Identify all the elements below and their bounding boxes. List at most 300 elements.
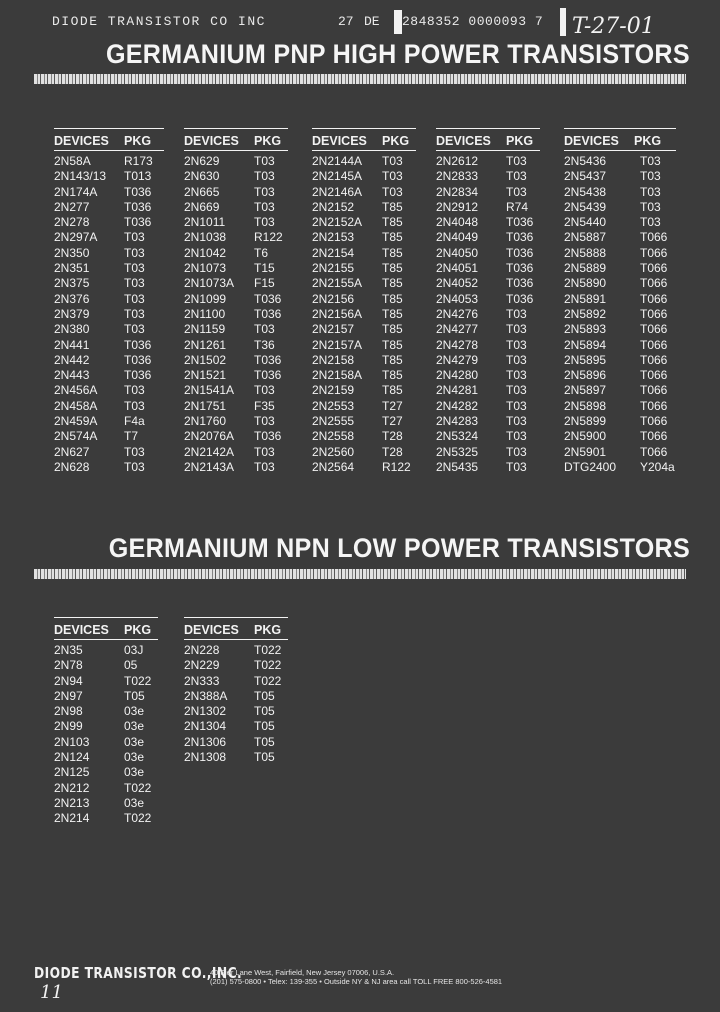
package-cell: T28 — [382, 444, 403, 459]
table-row — [312, 154, 416, 169]
device-cell: 2N5324 — [436, 429, 479, 444]
package-cell: T05 — [254, 719, 275, 734]
device-cell: 2N2159 — [312, 383, 355, 398]
table-row — [54, 368, 164, 383]
package-cell: T05 — [254, 750, 275, 765]
package-cell: T03 — [506, 398, 527, 413]
table-row — [312, 429, 416, 444]
table-row — [436, 429, 540, 444]
package-cell: T03 — [254, 444, 275, 459]
package-cell: T03 — [506, 306, 527, 321]
device-cell: 2N5325 — [436, 444, 479, 459]
column-top-rule — [436, 128, 540, 129]
device-cell: 2N5896 — [564, 368, 607, 383]
package-cell: 03e — [124, 765, 145, 780]
package-cell: Y204a — [640, 459, 675, 474]
header-devices: DEVICES — [54, 623, 109, 637]
table-row — [54, 811, 158, 826]
device-cell: 2N5437 — [564, 169, 607, 184]
column-header — [54, 623, 158, 640]
device-cell: 2N78 — [54, 658, 83, 673]
package-cell: T036 — [254, 368, 282, 383]
device-cell: 2N1099 — [184, 291, 227, 306]
table-row — [54, 215, 164, 230]
package-cell: T03 — [506, 154, 527, 168]
package-cell: T03 — [254, 414, 275, 429]
pnp-table-column-5 — [564, 128, 676, 475]
package-cell: T05 — [254, 734, 275, 749]
table-row — [184, 460, 288, 475]
device-cell: 2N2153 — [312, 230, 355, 245]
table-row — [564, 353, 676, 368]
package-cell: T03 — [506, 444, 527, 459]
package-cell: T03 — [124, 291, 145, 306]
table-row — [564, 307, 676, 322]
table-row — [436, 338, 540, 353]
device-cell: 2N2157 — [312, 322, 355, 337]
table-row — [184, 261, 288, 276]
package-cell: T85 — [382, 261, 403, 276]
npn-title-rule — [34, 569, 686, 579]
package-cell: T03 — [254, 154, 275, 168]
package-cell: 03J — [124, 643, 144, 657]
device-cell: 2N278 — [54, 215, 90, 230]
package-cell: T036 — [124, 199, 152, 214]
package-cell: T03 — [506, 368, 527, 383]
device-cell: 2N2155 — [312, 261, 355, 276]
table-row — [54, 399, 164, 414]
header-pkg: PKG — [382, 134, 410, 148]
device-cell: 2N333 — [184, 673, 220, 688]
table-row — [184, 246, 288, 261]
table-row — [184, 338, 288, 353]
package-cell: T066 — [640, 276, 668, 291]
table-row — [312, 322, 416, 337]
npn-table-column-2 — [184, 617, 288, 765]
package-cell: T022 — [254, 643, 282, 657]
package-cell: T036 — [506, 276, 534, 291]
package-cell: T03 — [124, 261, 145, 276]
package-cell: T066 — [640, 429, 668, 444]
table-row — [312, 399, 416, 414]
package-cell: T85 — [382, 322, 403, 337]
package-cell: 05 — [124, 658, 138, 673]
device-cell: 2N1159 — [184, 322, 226, 337]
package-cell: T03 — [124, 398, 145, 413]
table-row — [54, 643, 158, 658]
table-row — [54, 765, 158, 780]
device-cell: 2N229 — [184, 658, 220, 673]
table-row — [436, 185, 540, 200]
table-row — [312, 215, 416, 230]
device-cell: 2N98 — [54, 704, 83, 719]
device-cell: 2N2553 — [312, 398, 355, 413]
device-cell: 2N125 — [54, 765, 90, 780]
device-cell: 2N4048 — [436, 215, 479, 230]
table-row — [54, 276, 164, 291]
table-row — [564, 261, 676, 276]
package-cell: T066 — [640, 322, 668, 337]
package-cell: T03 — [506, 184, 527, 199]
device-cell: 2N1073 — [184, 261, 227, 276]
package-cell: T066 — [640, 230, 668, 245]
column-top-rule — [184, 128, 288, 129]
package-cell: T013 — [124, 169, 152, 184]
table-row — [184, 154, 288, 169]
table-row — [54, 674, 158, 689]
table-row — [436, 261, 540, 276]
device-cell: 2N4276 — [436, 306, 479, 321]
device-cell: 2N5897 — [564, 383, 607, 398]
device-cell: 2N2834 — [436, 184, 479, 199]
header-pkg: PKG — [506, 134, 534, 148]
device-cell: 2N4277 — [436, 322, 479, 337]
table-row — [54, 719, 158, 734]
table-row — [564, 383, 676, 398]
package-cell: F35 — [254, 398, 275, 413]
package-cell: T03 — [506, 429, 527, 444]
table-row — [312, 230, 416, 245]
device-cell: 2N4050 — [436, 245, 479, 260]
table-row — [54, 292, 164, 307]
device-cell: 2N2152 — [312, 199, 355, 214]
package-cell: T03 — [640, 184, 661, 199]
device-cell: 2N5887 — [564, 230, 607, 245]
package-cell: T05 — [254, 704, 275, 719]
device-cell: 2N1308 — [184, 750, 227, 765]
device-cell: 2N459A — [54, 414, 98, 429]
package-cell: T036 — [124, 184, 152, 199]
package-cell: T03 — [640, 199, 661, 214]
package-cell: T03 — [506, 383, 527, 398]
device-cell: 2N1011 — [184, 215, 226, 230]
device-cell: 2N441 — [54, 337, 90, 352]
package-cell: T066 — [640, 261, 668, 276]
package-cell: T03 — [640, 169, 661, 184]
device-cell: 2N2146A — [312, 184, 363, 199]
table-row — [564, 460, 676, 475]
pnp-table-column-1 — [54, 128, 164, 475]
package-cell: T066 — [640, 306, 668, 321]
device-cell: 2N35 — [54, 643, 83, 657]
table-row — [436, 322, 540, 337]
package-cell: T85 — [382, 337, 403, 352]
package-cell: T85 — [382, 215, 403, 230]
table-row — [436, 215, 540, 230]
device-cell: 2N5436 — [564, 154, 607, 168]
footer-address — [210, 968, 502, 986]
device-cell: 2N351 — [54, 261, 90, 276]
table-row — [184, 689, 288, 704]
device-cell: 2N442 — [54, 352, 90, 367]
table-row — [436, 246, 540, 261]
header-pkg: PKG — [254, 134, 282, 148]
table-row — [564, 154, 676, 169]
header-code: DE — [364, 14, 380, 29]
table-row — [564, 414, 676, 429]
device-cell: 2N4283 — [436, 414, 479, 429]
table-row — [184, 200, 288, 215]
table-row — [312, 414, 416, 429]
table-row — [54, 460, 164, 475]
table-row — [312, 383, 416, 398]
device-cell: 2N4280 — [436, 368, 479, 383]
column-header — [312, 134, 416, 151]
column-top-rule — [184, 617, 288, 618]
device-cell: 2N4049 — [436, 230, 479, 245]
package-cell: T03 — [506, 414, 527, 429]
package-cell: T036 — [506, 261, 534, 276]
device-cell: 2N212 — [54, 780, 90, 795]
header-devices: DEVICES — [312, 134, 367, 148]
table-row — [54, 750, 158, 765]
table-row — [564, 200, 676, 215]
device-cell: 2N376 — [54, 291, 90, 306]
package-cell: 03e — [124, 750, 145, 765]
table-row — [436, 200, 540, 215]
package-cell: T03 — [640, 215, 661, 230]
device-cell: 2N143/13 — [54, 169, 107, 184]
table-row — [564, 429, 676, 444]
device-cell: 2N5890 — [564, 276, 607, 291]
package-cell: T05 — [124, 688, 145, 703]
device-cell: 2N1042 — [184, 245, 227, 260]
footer-address-line-1: 40 Fier Lane West, Fairfield, New Jersey 07006, U.S.A. — [210, 968, 395, 977]
device-cell: 2N5440 — [564, 215, 607, 230]
package-cell: T03 — [506, 169, 527, 184]
header-handwritten-note: T-27-01 — [572, 14, 655, 39]
device-cell: 2N1751 — [184, 398, 227, 413]
table-row — [312, 261, 416, 276]
table-row — [184, 719, 288, 734]
device-cell: 2N1306 — [184, 734, 227, 749]
table-row — [54, 230, 164, 245]
package-cell: T03 — [254, 169, 275, 184]
package-cell: T27 — [382, 414, 403, 429]
table-row — [54, 200, 164, 215]
device-cell: 2N5899 — [564, 414, 607, 429]
device-cell: 2N5900 — [564, 429, 607, 444]
device-cell: 2N2143A — [184, 459, 235, 474]
device-cell: 2N58A — [54, 154, 91, 168]
table-row — [54, 353, 164, 368]
package-cell: T85 — [382, 230, 403, 245]
table-row — [184, 276, 288, 291]
device-cell: 2N228 — [184, 643, 220, 657]
device-cell: 2N456A — [54, 383, 98, 398]
package-cell: T03 — [382, 154, 403, 168]
device-cell: 2N1521 — [184, 368, 227, 383]
device-cell: 2N665 — [184, 184, 220, 199]
table-row — [54, 445, 164, 460]
device-cell: 2N2558 — [312, 429, 355, 444]
device-cell: 2N4281 — [436, 383, 479, 398]
table-row — [564, 399, 676, 414]
device-cell: 2N4051 — [436, 261, 479, 276]
device-cell: 2N380 — [54, 322, 90, 337]
table-row — [184, 735, 288, 750]
package-cell: T03 — [506, 459, 527, 474]
header-devices: DEVICES — [436, 134, 491, 148]
table-row — [184, 322, 288, 337]
table-row — [564, 215, 676, 230]
pnp-title-rule — [34, 74, 686, 84]
table-row — [54, 735, 158, 750]
table-row — [312, 307, 416, 322]
device-cell: 2N5895 — [564, 352, 607, 367]
device-cell: 2N2155A — [312, 276, 363, 291]
table-row — [184, 292, 288, 307]
package-cell: T36 — [254, 337, 275, 352]
table-row — [54, 383, 164, 398]
package-cell: T85 — [382, 383, 403, 398]
header-devices: DEVICES — [184, 623, 239, 637]
device-cell: 2N5889 — [564, 261, 607, 276]
package-cell: T85 — [382, 368, 403, 383]
device-cell: 2N4278 — [436, 337, 479, 352]
device-cell: 2N2555 — [312, 414, 355, 429]
package-cell: R74 — [506, 199, 529, 214]
package-cell: F4a — [124, 414, 145, 429]
table-row — [436, 445, 540, 460]
device-cell: 2N124 — [54, 750, 90, 765]
table-row — [564, 338, 676, 353]
column-header — [54, 134, 164, 151]
package-cell: T036 — [124, 215, 152, 230]
table-row — [436, 276, 540, 291]
package-cell: T03 — [506, 337, 527, 352]
table-row — [54, 429, 164, 444]
package-cell: T03 — [382, 169, 403, 184]
header-doc-number: 2848352 0000093 7 — [402, 14, 544, 29]
device-cell: 2N99 — [54, 719, 83, 734]
table-row — [564, 276, 676, 291]
device-cell: 2N5438 — [564, 184, 607, 199]
device-cell: 2N2144A — [312, 154, 363, 168]
device-cell: 2N1304 — [184, 719, 227, 734]
device-cell: 2N627 — [54, 444, 90, 459]
column-top-rule — [312, 128, 416, 129]
package-cell: T022 — [124, 780, 152, 795]
package-cell: T85 — [382, 306, 403, 321]
package-cell: T28 — [382, 429, 403, 444]
footer-handwritten-mark: 11 — [40, 982, 63, 1003]
header-bar-mark-2 — [560, 8, 566, 36]
table-row — [312, 292, 416, 307]
package-cell: T03 — [382, 184, 403, 199]
footer — [34, 964, 694, 1003]
footer-company-logo: DIODE TRANSISTOR CO.,INC. — [34, 964, 243, 982]
device-cell: 2N1100 — [184, 306, 226, 321]
package-cell: T066 — [640, 383, 668, 398]
device-cell: 2N1302 — [184, 704, 227, 719]
table-row — [564, 292, 676, 307]
device-cell: 2N375 — [54, 276, 90, 291]
device-cell: 2N1073A — [184, 276, 235, 291]
device-cell: 2N2076A — [184, 429, 235, 444]
package-cell: T066 — [640, 337, 668, 352]
table-row — [54, 781, 158, 796]
table-row — [184, 169, 288, 184]
device-cell: 2N574A — [54, 429, 98, 444]
package-cell: T03 — [124, 230, 145, 245]
package-cell: T03 — [254, 215, 275, 230]
package-cell: T03 — [254, 459, 275, 474]
column-header — [184, 623, 288, 640]
device-cell: 2N443 — [54, 368, 90, 383]
table-row — [54, 704, 158, 719]
table-row — [312, 353, 416, 368]
table-row — [312, 169, 416, 184]
table-row — [54, 261, 164, 276]
table-row — [312, 276, 416, 291]
table-row — [54, 185, 164, 200]
footer-address-line-2: (201) 575-0800 • Telex: 139-355 • Outside NY & NJ area call TOLL FREE 800-526-4581 — [210, 977, 503, 986]
table-row — [184, 353, 288, 368]
device-cell: 2N97 — [54, 688, 83, 703]
npn-table-column-1 — [54, 617, 158, 827]
table-row — [564, 230, 676, 245]
table-row — [54, 796, 158, 811]
package-cell: T036 — [254, 429, 282, 444]
package-cell: 03e — [124, 704, 145, 719]
package-cell: T03 — [124, 459, 145, 474]
package-cell: T022 — [254, 673, 282, 688]
device-cell: 2N5894 — [564, 337, 607, 352]
device-cell: 2N5892 — [564, 306, 607, 321]
package-cell: T036 — [254, 306, 282, 321]
package-cell: T05 — [254, 688, 275, 703]
table-row — [436, 460, 540, 475]
table-row — [54, 169, 164, 184]
table-row — [312, 338, 416, 353]
device-cell: 2N2912 — [436, 199, 479, 214]
table-row — [564, 246, 676, 261]
package-cell: T03 — [254, 383, 275, 398]
device-cell: 2N2156 — [312, 291, 355, 306]
device-cell: 2N297A — [54, 230, 98, 245]
device-cell: 2N277 — [54, 199, 90, 214]
package-cell: T066 — [640, 245, 668, 260]
device-cell: 2N4053 — [436, 291, 479, 306]
table-row — [184, 185, 288, 200]
npn-section-title: GERMANIUM NPN LOW POWER TRANSISTORS — [108, 533, 690, 563]
table-row — [54, 154, 164, 169]
table-row — [564, 368, 676, 383]
table-row — [54, 246, 164, 261]
package-cell: T03 — [640, 154, 661, 168]
package-cell: T6 — [254, 245, 269, 260]
package-cell: T03 — [124, 276, 145, 291]
package-cell: T036 — [506, 230, 534, 245]
package-cell: 03e — [124, 734, 145, 749]
pnp-table-column-4 — [436, 128, 540, 475]
header-number: 27 — [338, 14, 354, 29]
header-devices: DEVICES — [54, 134, 109, 148]
package-cell: T85 — [382, 199, 403, 214]
table-row — [184, 674, 288, 689]
device-cell: 2N379 — [54, 306, 90, 321]
table-row — [312, 445, 416, 460]
device-cell: 2N2612 — [436, 154, 479, 168]
package-cell: T022 — [124, 811, 152, 826]
device-cell: DTG2400 — [564, 459, 617, 474]
device-cell: 2N1541A — [184, 383, 235, 398]
package-cell: T03 — [124, 322, 145, 337]
package-cell: T036 — [506, 215, 534, 230]
table-row — [564, 445, 676, 460]
package-cell: T022 — [254, 658, 282, 673]
